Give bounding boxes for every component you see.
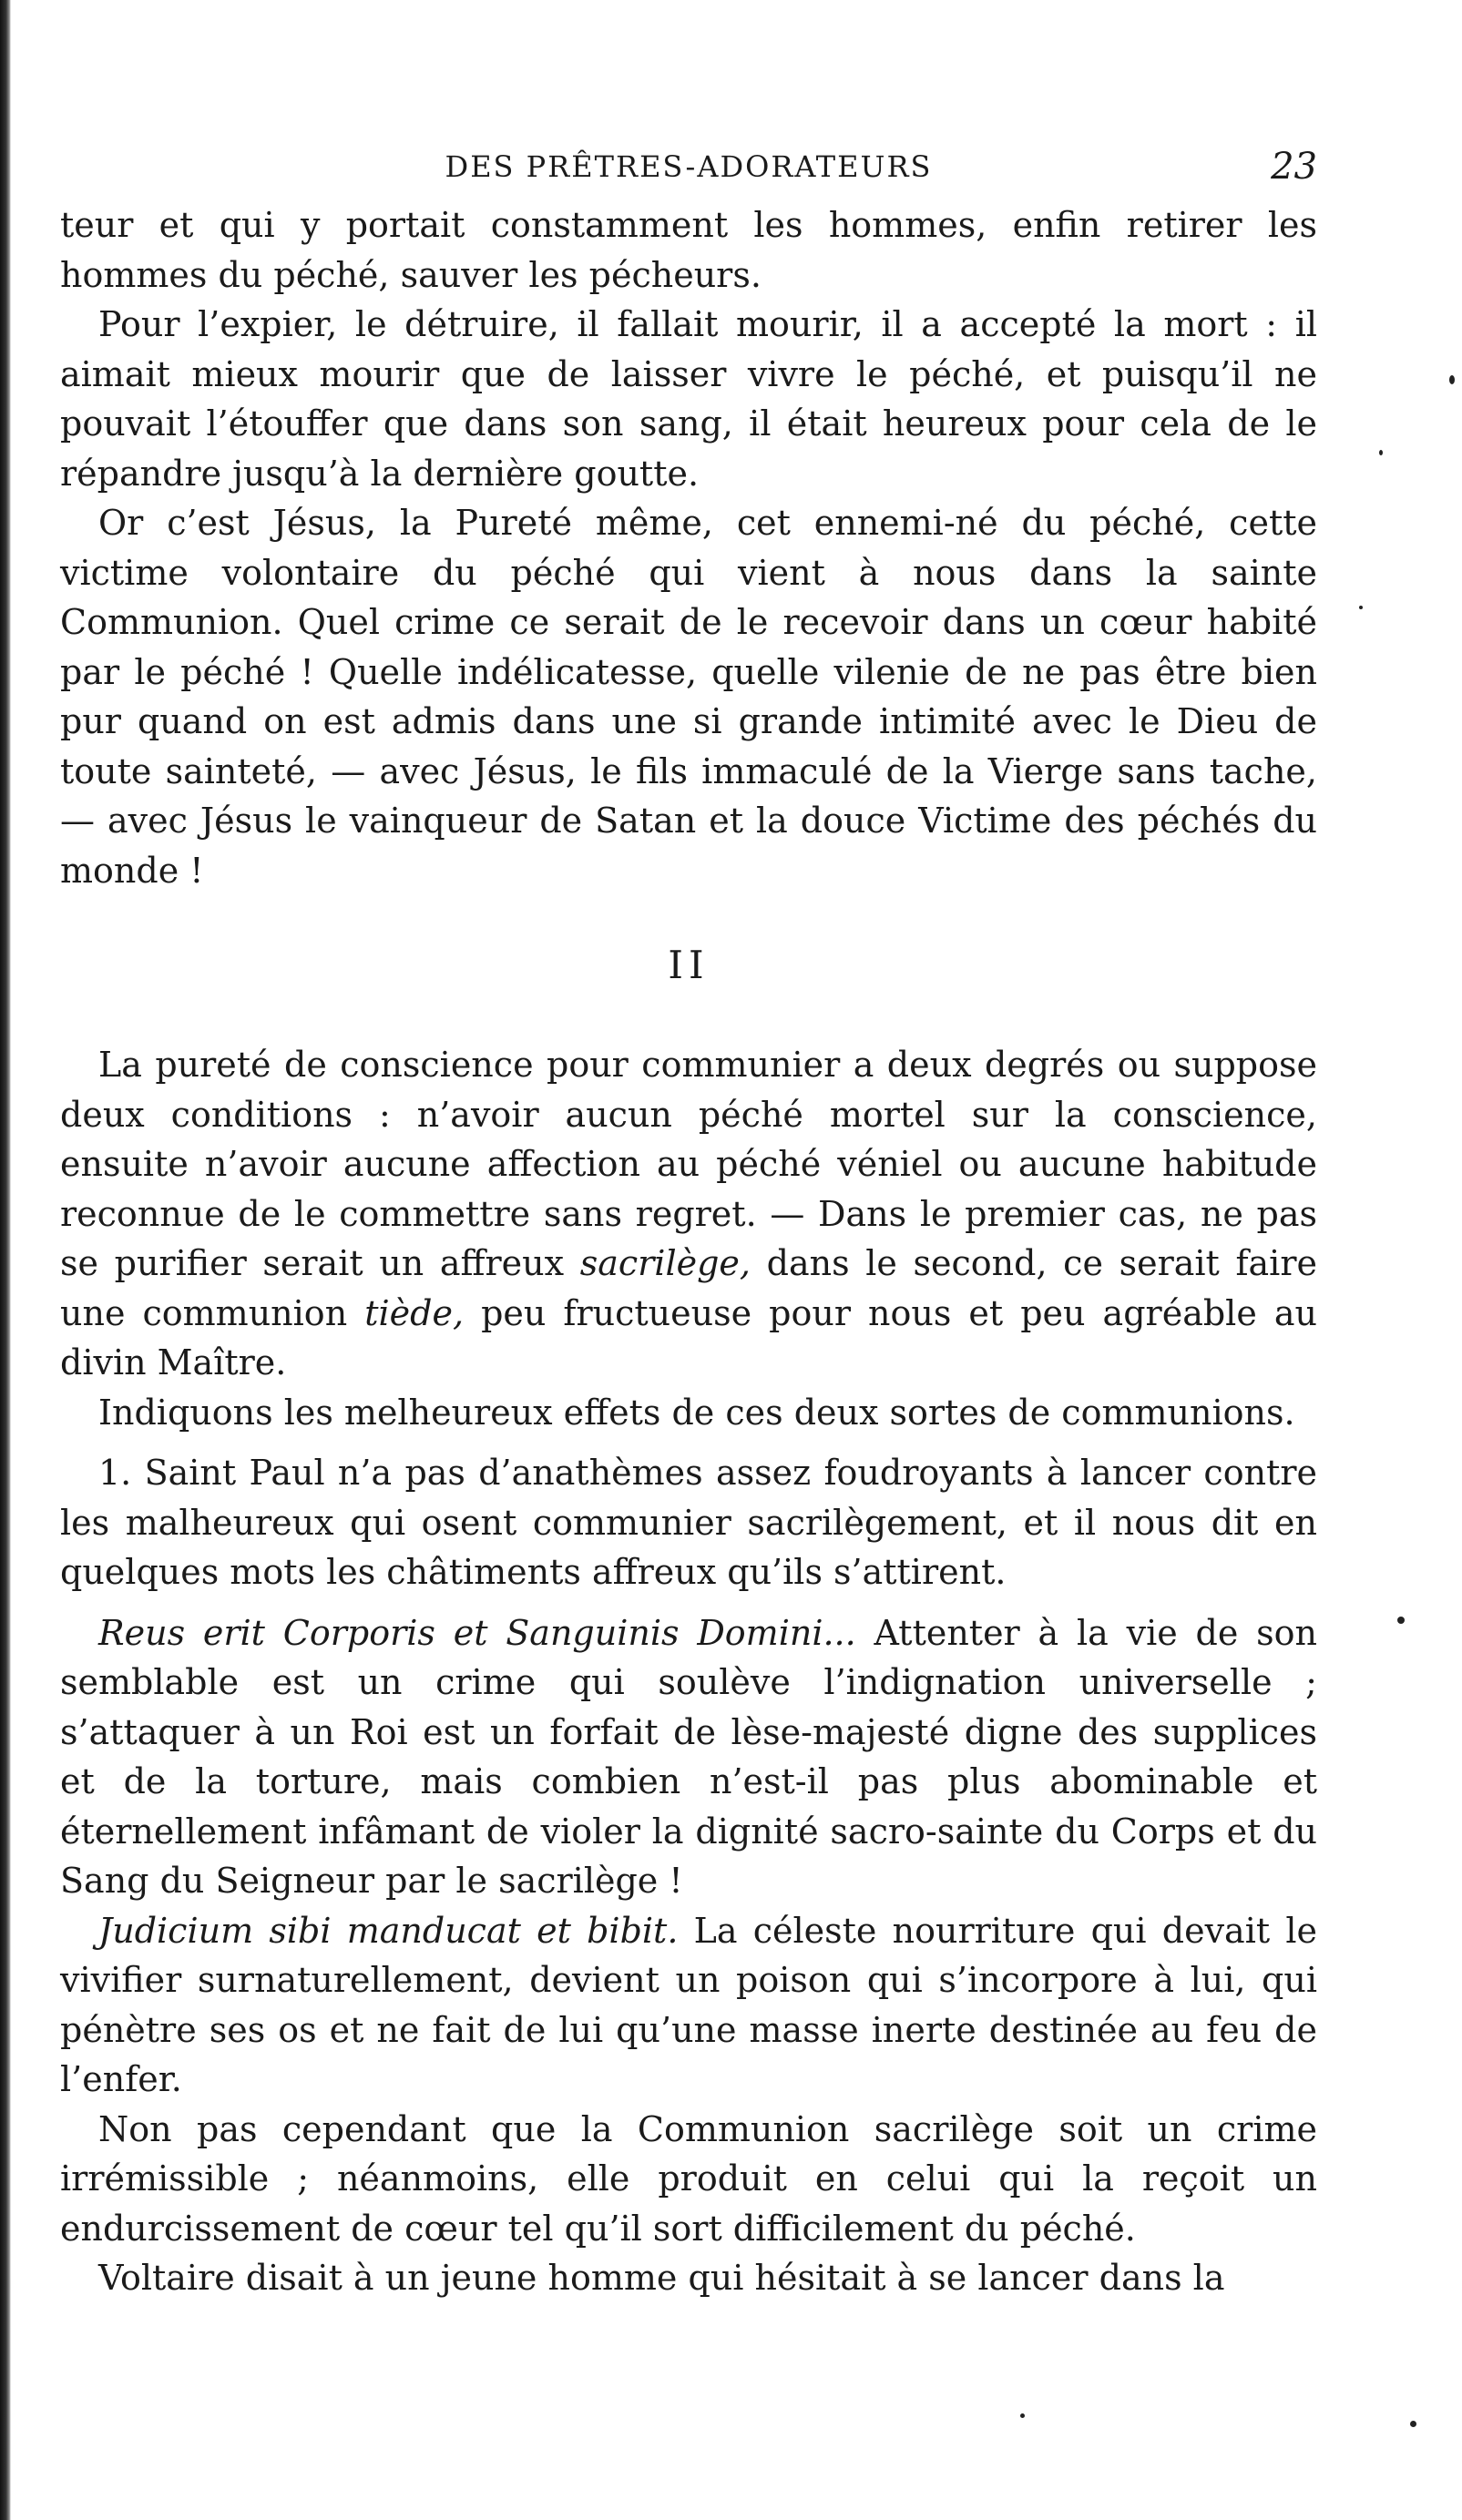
text-run: Attenter à la vie de son semblable est un crime qui soulève l’indignation universelle ; s’attaquer à un Roi est un forfait de lèse-majesté digne des supplices et de la torture, mais combien n’est-il pas plus abominable et éternellement infâmant de violer la dignité sacro-sainte du Corps et du Sang du Seigneur par le sacrilège ! — [60, 1612, 1317, 1901]
text-run: dans le second, ce serait faire une communion — [60, 1243, 1317, 1333]
scan-speck — [1359, 606, 1363, 609]
paragraph: Voltaire disait à un jeune homme qui hésitait à se lancer dans la — [98, 2258, 1225, 2298]
scan-speck — [1397, 1617, 1405, 1624]
paragraph-continued: teur et qui y portait constamment les hommes, enfin retirer les hommes du péché, sauver les pécheurs. — [60, 205, 1317, 295]
book-page — [60, 146, 1317, 2303]
scan-speck — [1410, 2421, 1416, 2427]
text-run: La pureté de conscience pour communier a deux degrés ou suppose deux conditions : n’avoir aucun péché mortel sur la conscience, ensuite n’avoir aucune affection au péché véniel ou aucune habitude reconnue de le commettre sans regret. — Dans le premier cas, ne pas se purifier serait un affreux — [60, 1045, 1317, 1283]
page-number: 23 — [1271, 146, 1317, 188]
paragraph: Indiquons les melheureux effets de ces deux sortes de communions. — [98, 1392, 1295, 1433]
paragraph — [60, 1040, 1317, 1388]
scan-speck — [1379, 450, 1383, 455]
italic-term: tiède, — [364, 1292, 465, 1333]
paragraph — [60, 1906, 1317, 2105]
latin-quotation: Judicium sibi manducat et bibit. — [98, 1910, 679, 1951]
running-title: DES PRÊTRES-ADORATEURS — [445, 149, 933, 184]
paragraph: Or c’est Jésus, la Pureté même, cet ennemi-né du péché, cette victime volontaire du péché qui vient à nous dans la sainte Communion. Quel crime ce serait de le recevoir dans un cœur habité par le péché ! Quelle indélicatesse, quelle vilenie de ne pas être bien pur quand on est admis dans une si grande intimité avec le Dieu de toute sainteté, — avec Jésus, le fils immaculé de la Vierge sans tache, — avec Jésus le vainqueur de Satan et la douce Victime des péchés du monde ! — [60, 503, 1317, 891]
scan-speck — [1020, 2413, 1025, 2418]
text-run: La céleste nourriture qui devait le vivifier surnaturellement, devient un poison qui s’incorpore à lui, qui pénètre ses os et ne fait de lui qu’une masse inerte destinée au feu de l’enfer. — [60, 1910, 1317, 2099]
scan-speck — [1449, 375, 1455, 384]
body-text — [60, 200, 1317, 2303]
section-heading: II — [668, 943, 710, 987]
text-run: peu fructueuse pour nous et peu agréable au divin Maître. — [60, 1292, 1317, 1382]
paragraph: Pour l’expier, le détruire, il fallait mourir, il a accepté la mort : il aimait mieux mourir que de laisser vivre le péché, et puisqu’il ne pouvait l’étouffer que dans son sang, il était heureux pour cela de le répandre jusqu’à la dernière goutte. — [60, 304, 1317, 494]
latin-quotation: Reus erit Corporis et Sanguinis Domini... — [98, 1612, 856, 1653]
paragraph: Non pas cependant que la Communion sacrilège soit un crime irrémissible ; néanmoins, elle produit en celui qui la reçoit un endurcissement de cœur tel qu’il sort difficilement du péché. — [60, 2108, 1317, 2249]
running-head — [60, 146, 1317, 197]
italic-term: sacrilège, — [579, 1243, 751, 1283]
page-binding-edge — [0, 0, 11, 2520]
paragraph — [60, 1608, 1317, 1906]
numbered-paragraph: 1. Saint Paul n’a pas d’anathèmes assez foudroyants à lancer contre les malheureux qui osent communier sacrilègement, et il nous dit en quelques mots les châtiments affreux qu’ils s’attirent. — [60, 1453, 1317, 1592]
